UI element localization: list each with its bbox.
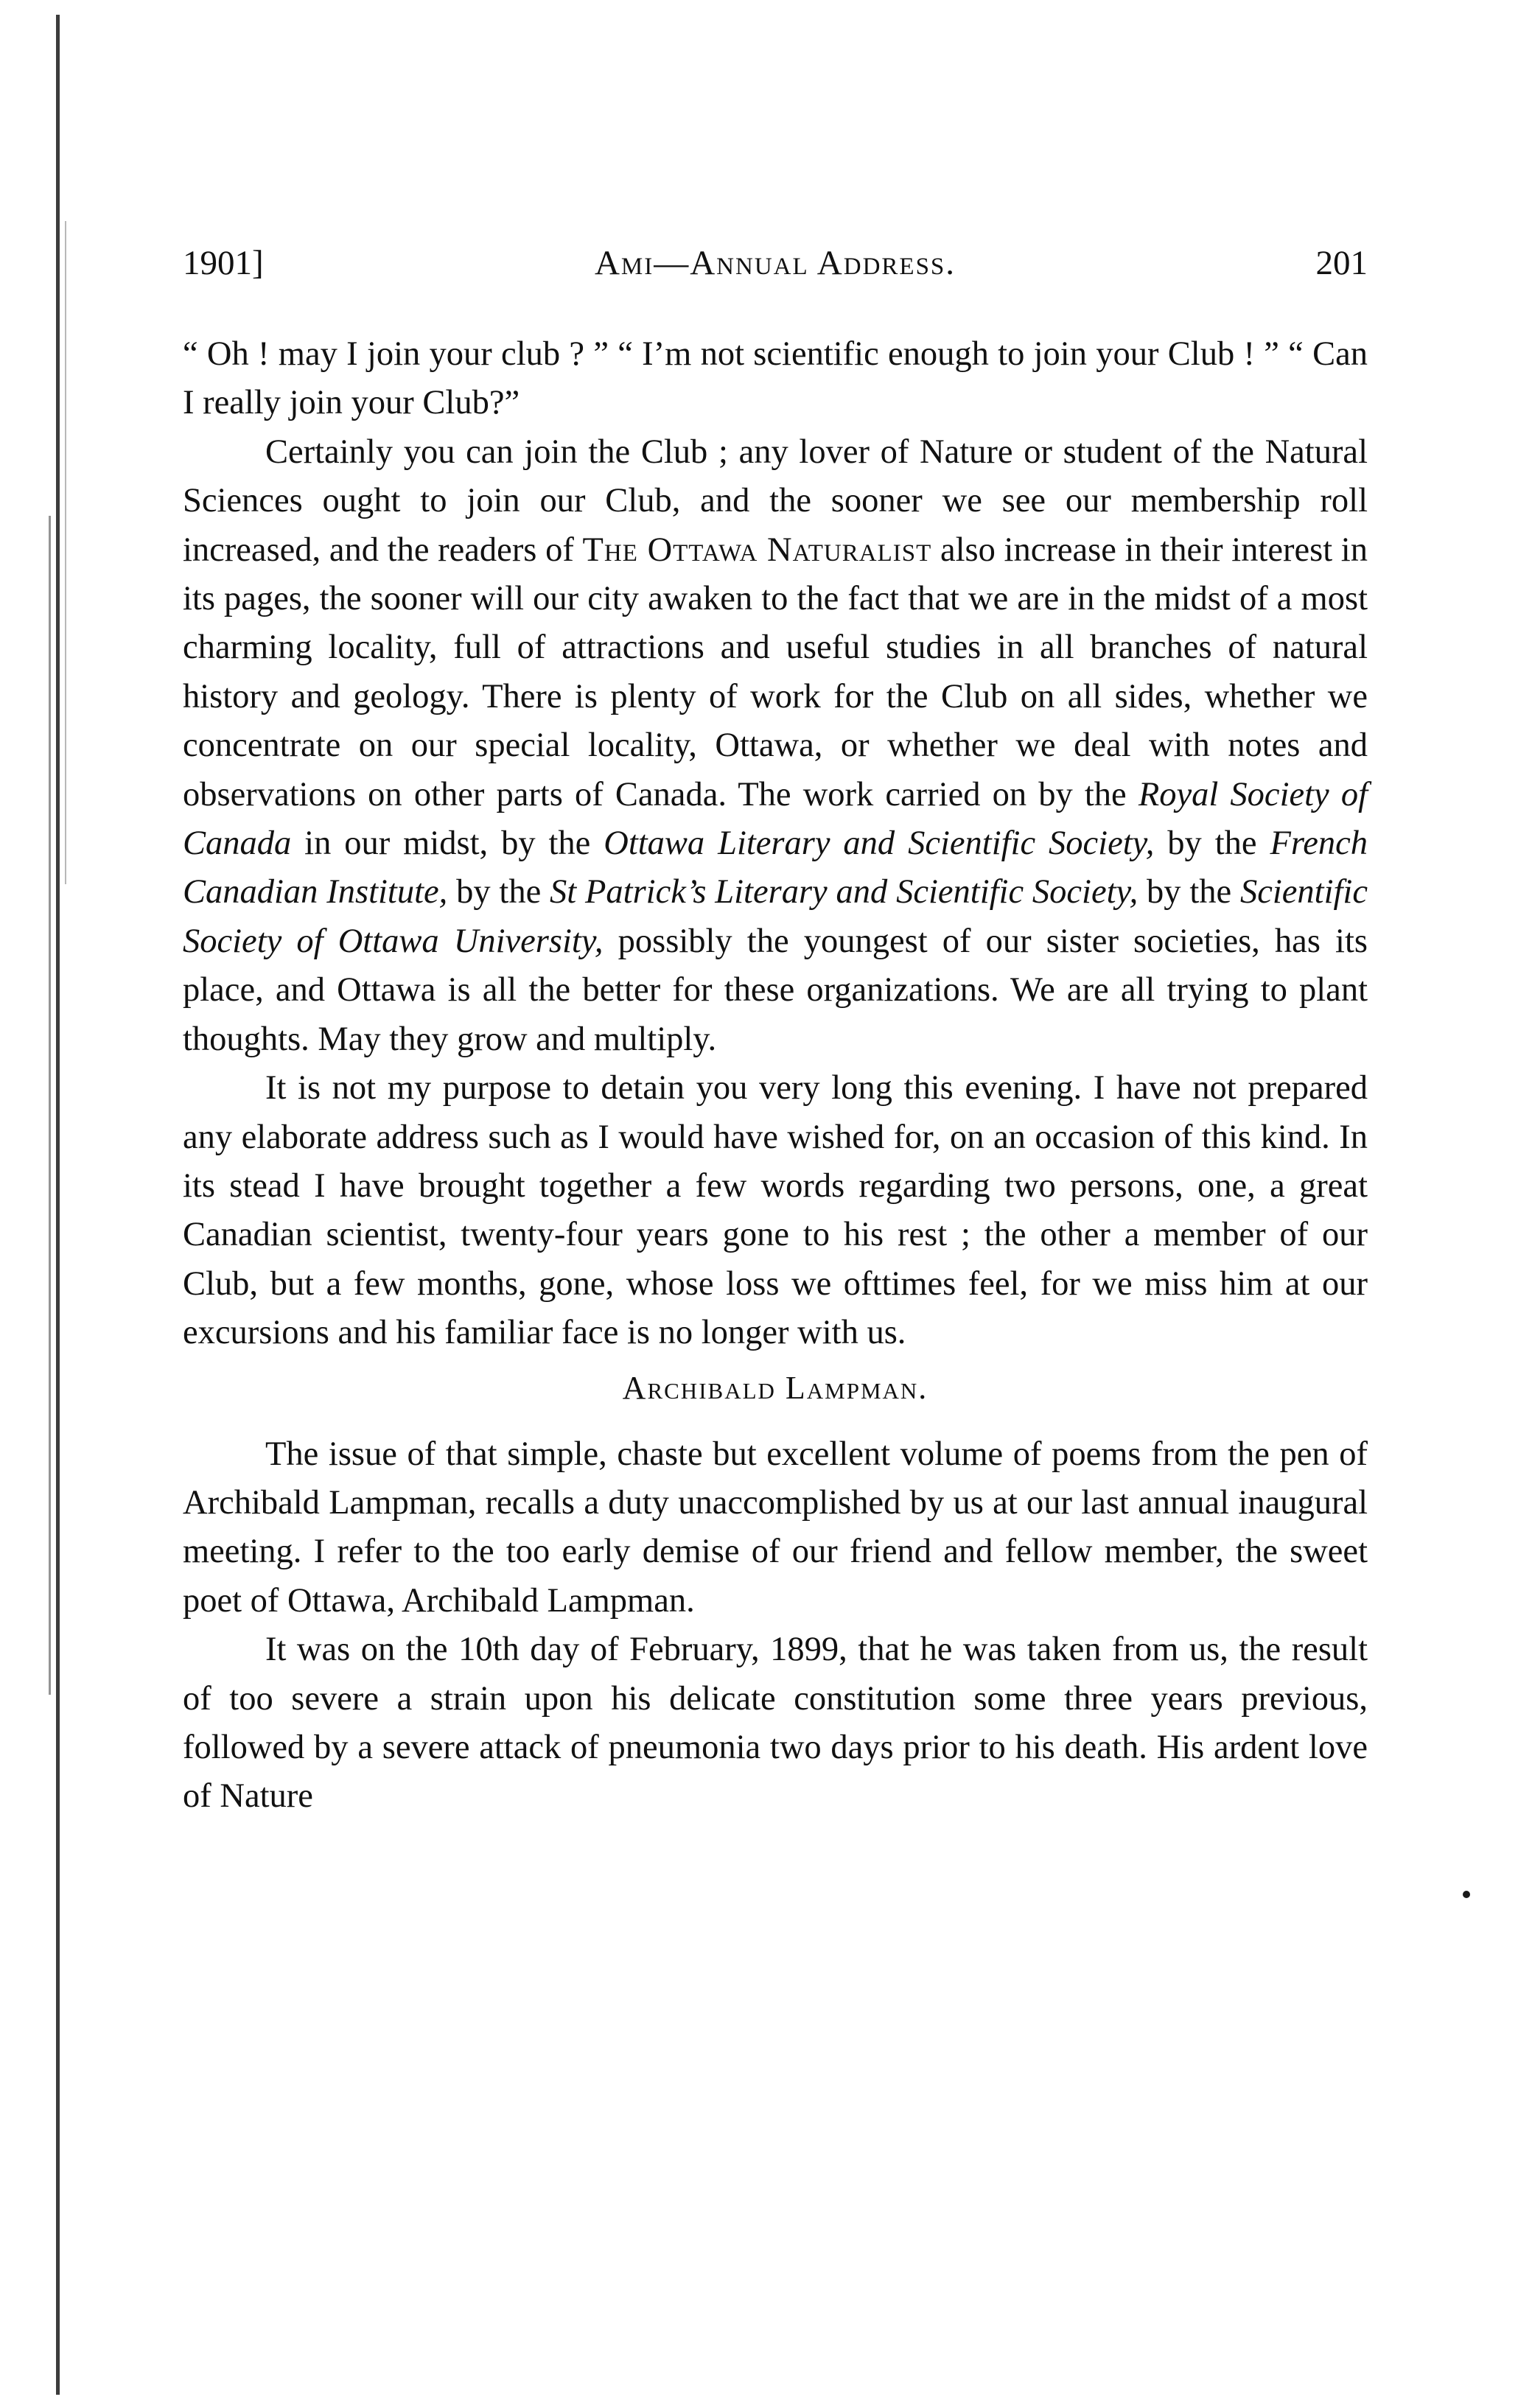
text-run: in our midst, by the xyxy=(291,825,604,863)
paragraph-membership xyxy=(183,428,1368,1064)
section-heading: Archibald Lampman. xyxy=(622,1369,928,1406)
text-run: by the xyxy=(1154,825,1270,863)
binding-edge-line xyxy=(56,15,60,2395)
running-title: Ami—Annual Address. xyxy=(594,244,956,282)
text-run: by the xyxy=(447,873,550,911)
society-name: Scientific Society of Ottawa University, xyxy=(183,873,1368,960)
header-year: 1901] xyxy=(183,244,264,282)
page-number: 201 xyxy=(1315,244,1368,282)
text-run: possibly the youngest of our sister societies, has its place, and Ottawa is all the better for these organizations. We are all trying to plant thoughts. May they grow and multiply. xyxy=(183,922,1368,1058)
binding-shadow-line-faint xyxy=(65,221,66,884)
society-name: Royal Society of Canada xyxy=(183,775,1368,863)
paragraph-lampman-volume: The issue of that simple, chaste but excellent volume of poems from the pen of Archibald Lampman, recalls a duty unaccomplished by us at our last annual inaugural meeting. I refer to the too early demise of our friend and fellow member, the sweet poet of Ottawa, Archibald Lampman. xyxy=(183,1435,1368,1620)
text-run: also increase in their interest in its pages, the sooner will our city awaken to the fact that we are in the midst of a most charming locality, full of attractions and useful studies in all branches of natural history and geology. There is plenty of work for the Club on all sides, whether we concentrate on our special locality, Ottawa, or whether we deal with notes and observations on other parts of Canada. The work carried on by the xyxy=(183,531,1368,813)
ink-speck xyxy=(1463,1891,1470,1898)
society-name: St Patrick’s Literary and Scientific Society, xyxy=(550,873,1138,911)
binding-shadow-line xyxy=(49,516,51,1695)
society-name: French Canadian Institute, xyxy=(183,825,1368,911)
society-name: Ottawa Literary and Scientific Society, xyxy=(604,825,1155,863)
paragraph-questions: “ Oh ! may I join your club ? ” “ I’m not scientific enough to join your Club ! ” “ Can I really join your Club?” xyxy=(183,335,1368,422)
text-run: Certainly you can join the Club ; any lover of Nature or student of the Natural Sciences ought to join our Club, and the sooner we see our membership roll increased, and the readers of xyxy=(183,433,1368,569)
paragraph-purpose: It is not my purpose to detain you very long this evening. I have not prepared any elaborate address such as I would have wished for, on an occasion of this kind. In its stead I have brought together a few words regarding two persons, one, a great Canadian scientist, twenty-four years gone to his rest ; the other a member of our Club, but a few months, gone, whose loss we ofttimes feel, for we miss him at our excursions and his familiar face is no longer with us. xyxy=(183,1069,1368,1352)
journal-name: The Ottawa Naturalist xyxy=(582,531,932,569)
body-text xyxy=(183,330,1368,1821)
paragraph-lampman-death: It was on the 10th day of February, 1899, that he was taken from us, the result of too severe a strain upon his delicate constitution some three years previous, followed by a severe attack of pneumonia two days prior to his death. His ardent love of Nature xyxy=(183,1631,1368,1816)
running-header xyxy=(183,243,1368,295)
text-run: by the xyxy=(1138,873,1240,911)
